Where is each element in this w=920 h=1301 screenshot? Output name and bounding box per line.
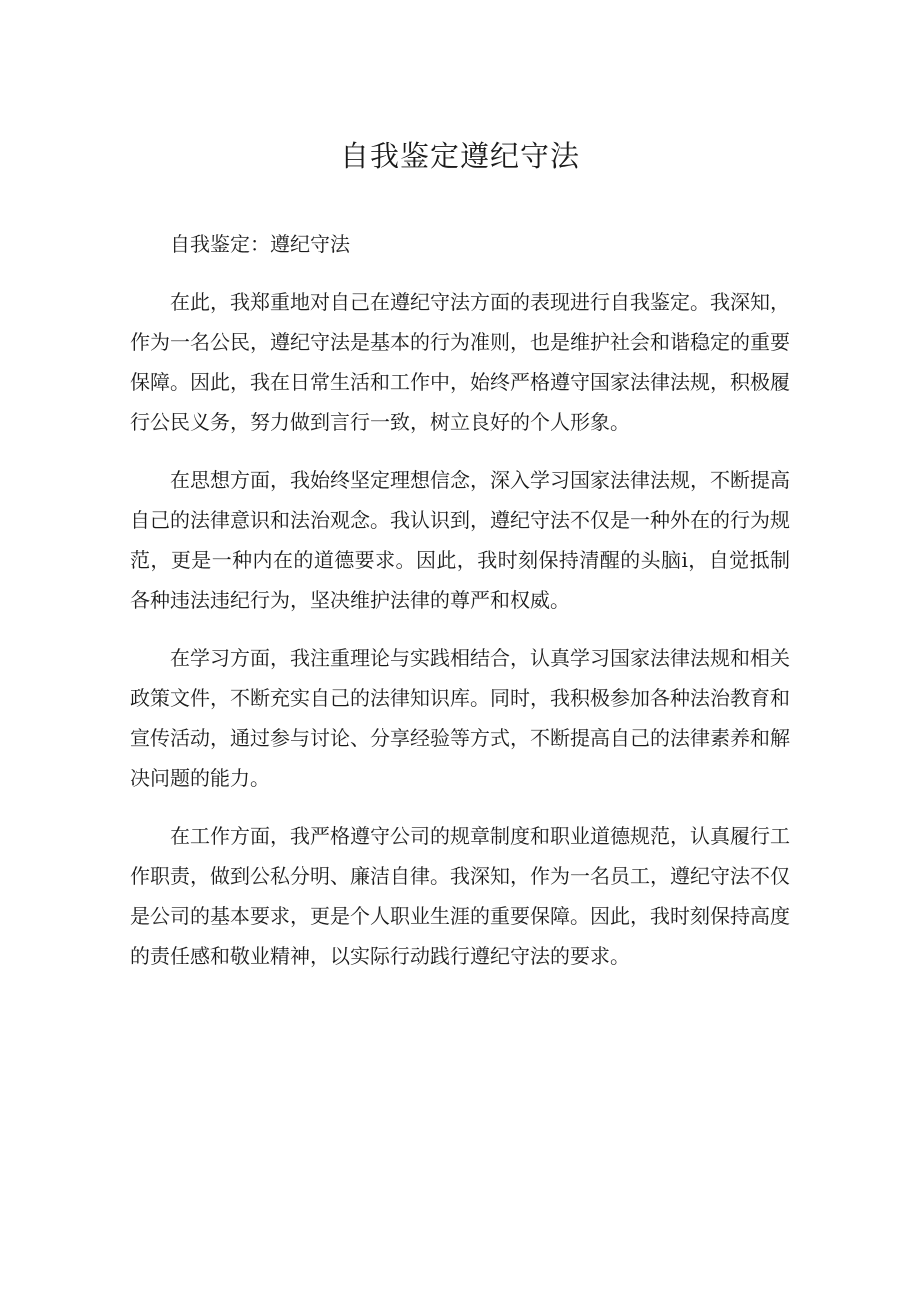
paragraph-intro: 在此，我郑重地对自己在遵纪守法方面的表现进行自我鉴定。我深知，作为一名公民，遵纪守法是基本的行为准则，也是维护社会和谐稳定的重要保障。因此，我在日常生活和工作中，始终严格遵守国家法律法规，积极履行公民义务，努力做到言行一致，树立良好的个人形象。	[130, 290, 790, 434]
document-body	[130, 224, 790, 994]
paragraph-work: 在工作方面，我严格遵守公司的规章制度和职业道德规范，认真履行工作职责，做到公私分明、廉洁自律。我深知，作为一名员工，遵纪守法不仅是公司的基本要求，更是个人职业生涯的重要保障。因此，我时刻保持高度的责任感和敬业精神，以实际行动践行遵纪守法的要求。	[130, 824, 790, 968]
paragraph-thought: 在思想方面，我始终坚定理想信念，深入学习国家法律法规，不断提高自己的法律意识和法治观念。我认识到，遵纪守法不仅是一种外在的行为规范，更是一种内在的道德要求。因此，我时刻保持清醒的头脑i，自觉抵制各种违法违纪行为，坚决维护法律的尊严和权威。	[130, 468, 790, 612]
paragraph-study: 在学习方面，我注重理论与实践相结合，认真学习国家法律法规和相关政策文件，不断充实自己的法律知识库。同时，我积极参加各种法治教育和宣传活动，通过参与讨论、分享经验等方式，不断提高自己的法律素养和解决问题的能力。	[130, 646, 790, 790]
document-subtitle: 自我鉴定：遵纪守法	[170, 232, 350, 256]
document-title: 自我鉴定遵纪守法	[339, 139, 580, 173]
